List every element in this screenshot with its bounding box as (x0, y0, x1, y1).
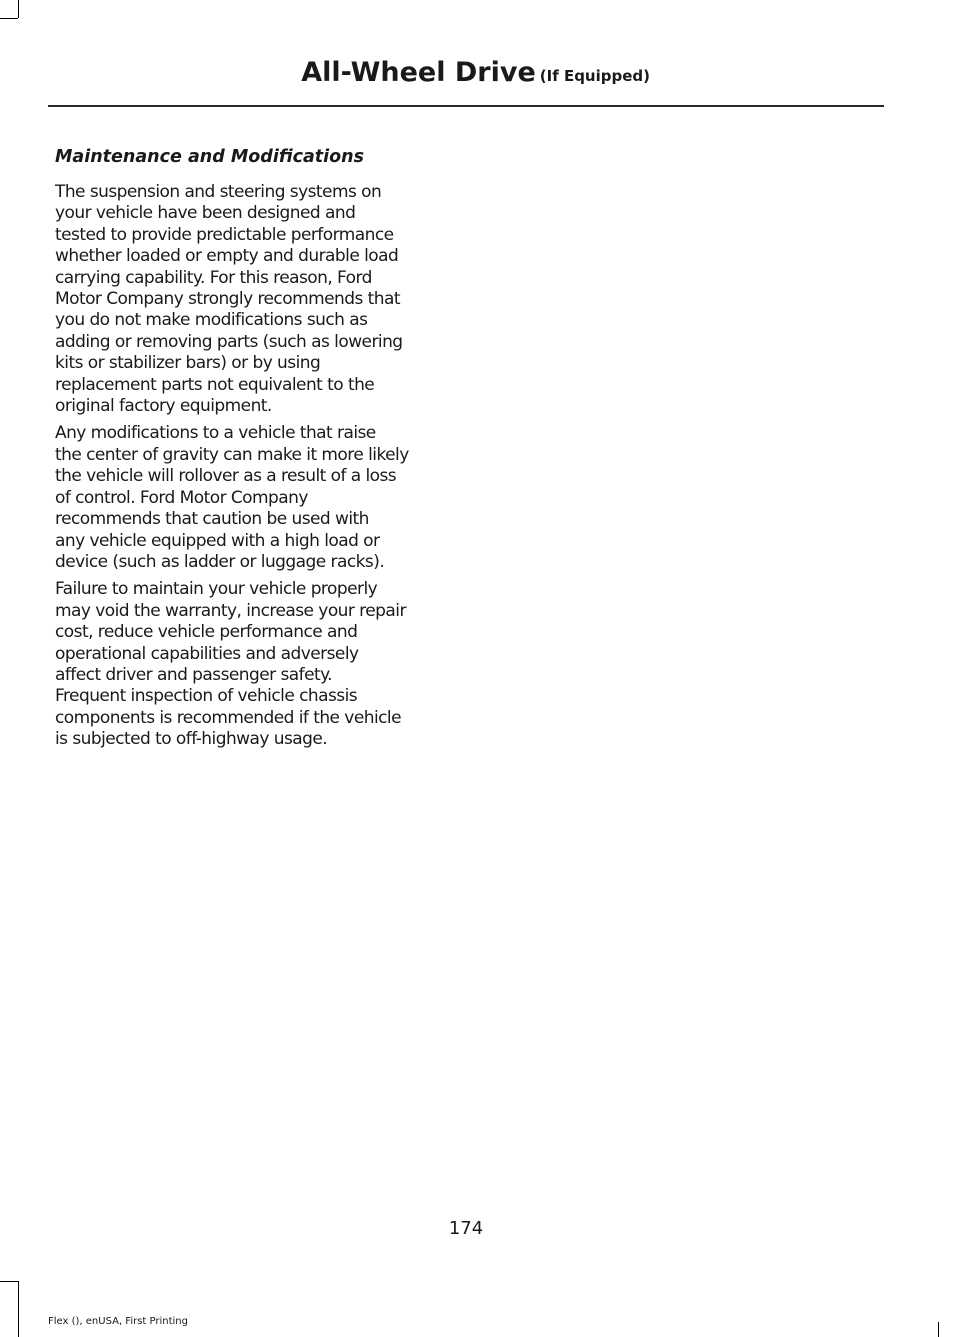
text-line: affect driver and passenger safety. (55, 664, 333, 685)
text-line: Frequent inspection of vehicle chassis (55, 686, 358, 707)
crop-mark-top-left-vertical (18, 0, 19, 18)
text-line: operational capabilities and adversely (55, 643, 359, 664)
text-line: Motor Company strongly recommends that (55, 289, 400, 310)
text-line: whether loaded or empty and durable load (55, 246, 399, 267)
text-line: cost, reduce vehicle performance and (55, 622, 358, 643)
text-line: recommends that caution be used with (55, 509, 369, 530)
crop-mark-top-left-horizontal (0, 18, 18, 19)
text-line: replacement parts not equivalent to the (55, 374, 375, 395)
crop-mark-bottom-left-vertical (18, 1281, 19, 1337)
text-line: Any modifications to a vehicle that raise (55, 423, 376, 444)
text-line: may void the warranty, increase your repair (55, 600, 406, 621)
page-header-title (0, 56, 650, 93)
footer-print-info: Flex (), enUSA, First Printing (48, 1316, 188, 1327)
crop-mark-bottom-left-horizontal (0, 1281, 18, 1282)
text-line: adding or removing parts (such as lowering (55, 331, 403, 352)
text-line: carrying capability. For this reason, Ford (55, 267, 372, 288)
text-line: the vehicle will rollover as a result of a loss (55, 466, 397, 487)
text-line: The suspension and steering systems on (55, 182, 382, 202)
text-line: device (such as ladder or luggage racks). (55, 551, 385, 572)
text-line: your vehicle have been designed and (55, 203, 356, 224)
header-title-text: All-Wheel Drive (301, 57, 536, 88)
text-line: Failure to maintain your vehicle properly (55, 579, 378, 600)
section-heading: Maintenance and Modifications (55, 147, 365, 167)
content-column (55, 142, 447, 757)
text-line: kits or stabilizer bars) or by using (55, 353, 321, 374)
text-line: tested to provide predictable performance (55, 224, 394, 245)
paragraph-suspension (55, 182, 447, 417)
header-title-suffix: (If Equipped) (539, 67, 650, 85)
text-line: is subjected to off-highway usage. (55, 729, 328, 750)
text-line: components is recommended if the vehicle (55, 707, 401, 728)
crop-mark-bottom-right-vertical (938, 1322, 939, 1337)
header-divider (48, 105, 884, 107)
page-number: 174 (448, 1218, 484, 1239)
text-line: the center of gravity can make it more likely (55, 444, 409, 465)
text-line: any vehicle equipped with a high load or (55, 530, 380, 551)
text-line: original factory equipment. (55, 396, 272, 417)
text-line: you do not make modifications such as (55, 310, 368, 331)
paragraph-center-of-gravity (55, 423, 447, 573)
text-line: of control. Ford Motor Company (55, 487, 308, 508)
paragraph-maintenance (55, 579, 447, 750)
